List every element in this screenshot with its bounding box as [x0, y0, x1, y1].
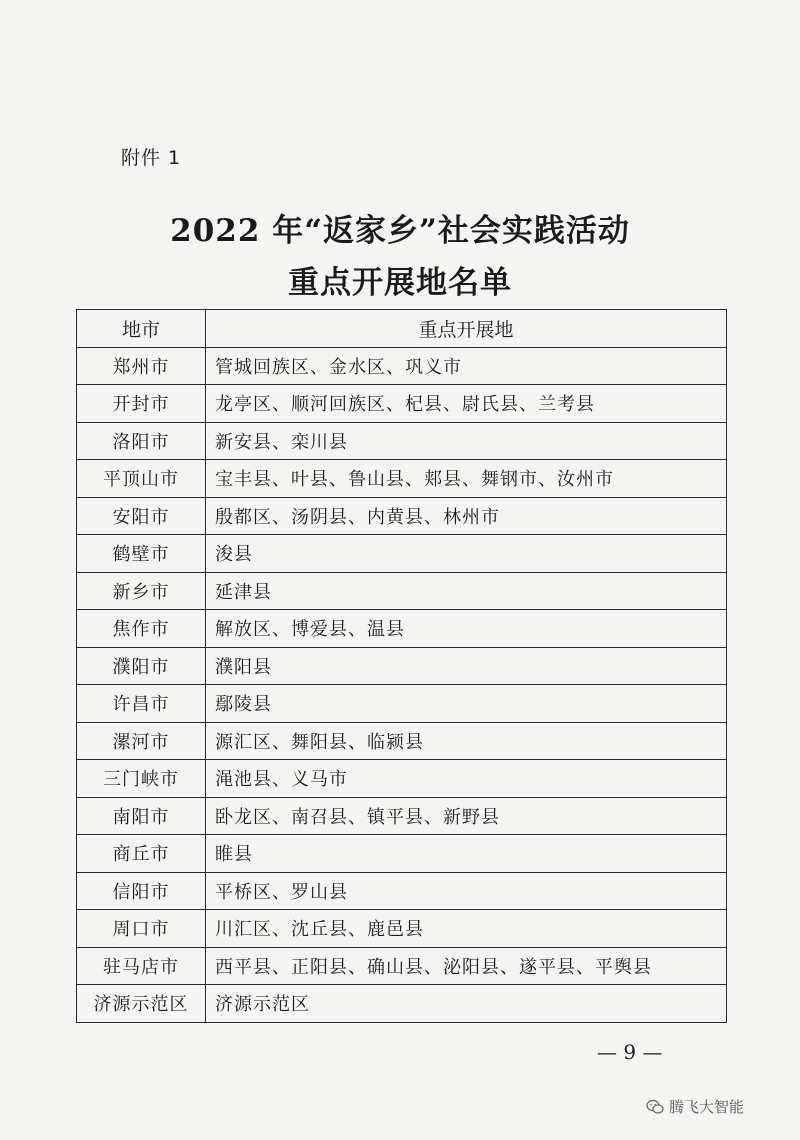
places-cell: 济源示范区 [206, 985, 727, 1023]
table-row [77, 460, 727, 498]
table-row [77, 722, 727, 760]
places-cell: 浚县 [206, 535, 727, 573]
places-cell: 西平县、正阳县、确山县、泌阳县、遂平县、平舆县 [206, 947, 727, 985]
table-row [77, 497, 727, 535]
table-row [77, 572, 727, 610]
table-row [77, 422, 727, 460]
table-row [77, 610, 727, 648]
table-body [77, 347, 727, 1022]
table-row [77, 910, 727, 948]
watermark-text: 腾飞大智能 [669, 1098, 745, 1116]
places-cell: 宝丰县、叶县、鲁山县、郏县、舞钢市、汝州市 [206, 460, 727, 498]
city-cell: 南阳市 [77, 797, 206, 835]
city-cell: 平顶山市 [77, 460, 206, 498]
places-cell: 源汇区、舞阳县、临颍县 [206, 722, 727, 760]
places-cell: 濮阳县 [206, 647, 727, 685]
city-cell: 商丘市 [77, 835, 206, 873]
table-row [77, 535, 727, 573]
places-cell: 川汇区、沈丘县、鹿邑县 [206, 910, 727, 948]
places-cell: 龙亭区、顺河回族区、杞县、尉氏县、兰考县 [206, 385, 727, 423]
city-cell: 济源示范区 [77, 985, 206, 1023]
table-row [77, 947, 727, 985]
table-header-row [77, 310, 727, 348]
wechat-icon [646, 1099, 664, 1115]
city-cell: 开封市 [77, 385, 206, 423]
places-cell: 新安县、栾川县 [206, 422, 727, 460]
table-row [77, 647, 727, 685]
places-cell: 管城回族区、金水区、巩义市 [206, 347, 727, 385]
city-cell: 漯河市 [77, 722, 206, 760]
city-cell: 鹤壁市 [77, 535, 206, 573]
places-cell: 鄢陵县 [206, 685, 727, 723]
page-number: — 9 — [597, 1040, 663, 1064]
page-title: 2022 年“返家乡”社会实践活动 [170, 213, 630, 249]
watermark [646, 1096, 744, 1117]
city-cell: 周口市 [77, 910, 206, 948]
places-cell: 渑池县、义马市 [206, 760, 727, 798]
city-cell: 濮阳市 [77, 647, 206, 685]
column-header-places: 重点开展地 [206, 310, 727, 348]
table-row [77, 347, 727, 385]
city-cell: 驻马店市 [77, 947, 206, 985]
column-header-city: 地市 [77, 310, 206, 348]
table-row [77, 835, 727, 873]
city-cell: 焦作市 [77, 610, 206, 648]
places-cell: 卧龙区、南召县、镇平县、新野县 [206, 797, 727, 835]
table-row [77, 760, 727, 798]
places-cell: 睢县 [206, 835, 727, 873]
places-cell: 殷都区、汤阴县、内黄县、林州市 [206, 497, 727, 535]
city-cell: 三门峡市 [77, 760, 206, 798]
city-cell: 信阳市 [77, 872, 206, 910]
city-cell: 新乡市 [77, 572, 206, 610]
attachment-label: 附件 1 [121, 147, 182, 169]
places-cell: 延津县 [206, 572, 727, 610]
city-cell: 许昌市 [77, 685, 206, 723]
key-locations-table [76, 309, 727, 1023]
city-cell: 郑州市 [77, 347, 206, 385]
city-cell: 安阳市 [77, 497, 206, 535]
table-row [77, 985, 727, 1023]
table-row [77, 685, 727, 723]
table-row [77, 385, 727, 423]
places-cell: 解放区、博爱县、温县 [206, 610, 727, 648]
places-cell: 平桥区、罗山县 [206, 872, 727, 910]
table-row [77, 797, 727, 835]
page-subtitle: 重点开展地名单 [288, 265, 512, 301]
table-row [77, 872, 727, 910]
city-cell: 洛阳市 [77, 422, 206, 460]
